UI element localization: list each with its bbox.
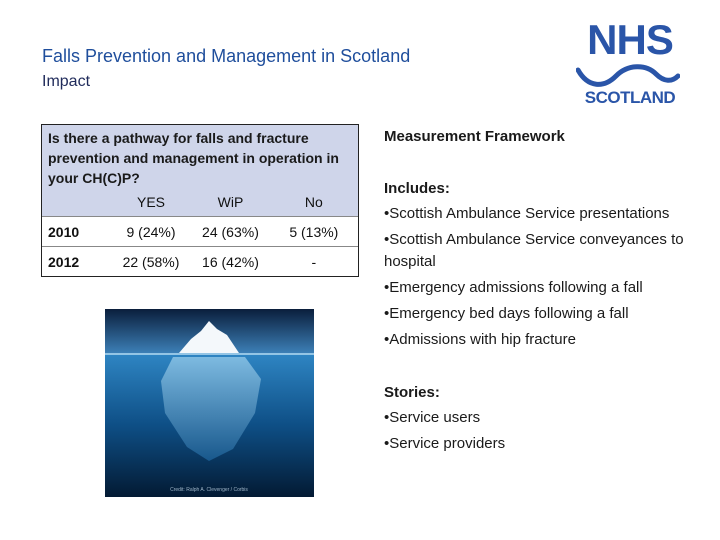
table-cell: 24 (63%) [202, 223, 259, 240]
iceberg-image [105, 309, 314, 497]
table-cell: 2012 [48, 253, 80, 270]
list-item: •Admissions with hip fracture [384, 331, 576, 348]
table-row [42, 246, 358, 276]
table-cell: 5 (13%) [289, 223, 339, 240]
table-header-row [42, 187, 358, 216]
table-header-cell: YES [136, 193, 165, 210]
includes-heading: Includes: [384, 180, 450, 197]
slide-title: Falls Prevention and Management in Scotland [42, 46, 411, 66]
table-cell: 9 (24%) [126, 223, 176, 240]
logo-nhs-text: NHS [587, 16, 673, 63]
list-item: •Emergency bed days following a fall [384, 305, 629, 322]
slide-subtitle: Impact [42, 73, 91, 90]
pathway-table [41, 124, 359, 277]
table-cell: 16 (42%) [202, 253, 259, 270]
stories-heading: Stories: [384, 384, 440, 401]
list-item: •Service users [384, 409, 481, 426]
table-row [42, 216, 358, 246]
stories-list [384, 407, 505, 455]
table-cell: - [311, 253, 317, 270]
logo-wave-icon [576, 62, 680, 90]
list-item: •Service providers [384, 435, 506, 452]
table-cell: 22 (58%) [122, 253, 180, 270]
list-item: •Scottish Ambulance Service presentations [384, 205, 670, 222]
image-credit: Credit: Ralph A. Clevenger / Corbis [170, 487, 248, 493]
table-cell: 2010 [48, 223, 80, 240]
includes-list [384, 203, 714, 351]
logo-scotland-text: SCOTLAND [584, 88, 676, 107]
includes-section [384, 178, 714, 355]
list-item: •Scottish Ambulance Service conveyances to hospital [384, 231, 684, 270]
list-item: •Emergency admissions following a fall [384, 279, 643, 296]
stories-section [384, 382, 505, 459]
nhs-scotland-logo [576, 18, 680, 110]
table-header-cell: WiP [217, 193, 244, 210]
pathway-question: Is there a pathway for falls and fracture prevention and management in operation in your CH(C)P? [42, 125, 358, 187]
measurement-heading: Measurement Framework [384, 128, 565, 145]
table-header-cell: No [304, 193, 323, 210]
